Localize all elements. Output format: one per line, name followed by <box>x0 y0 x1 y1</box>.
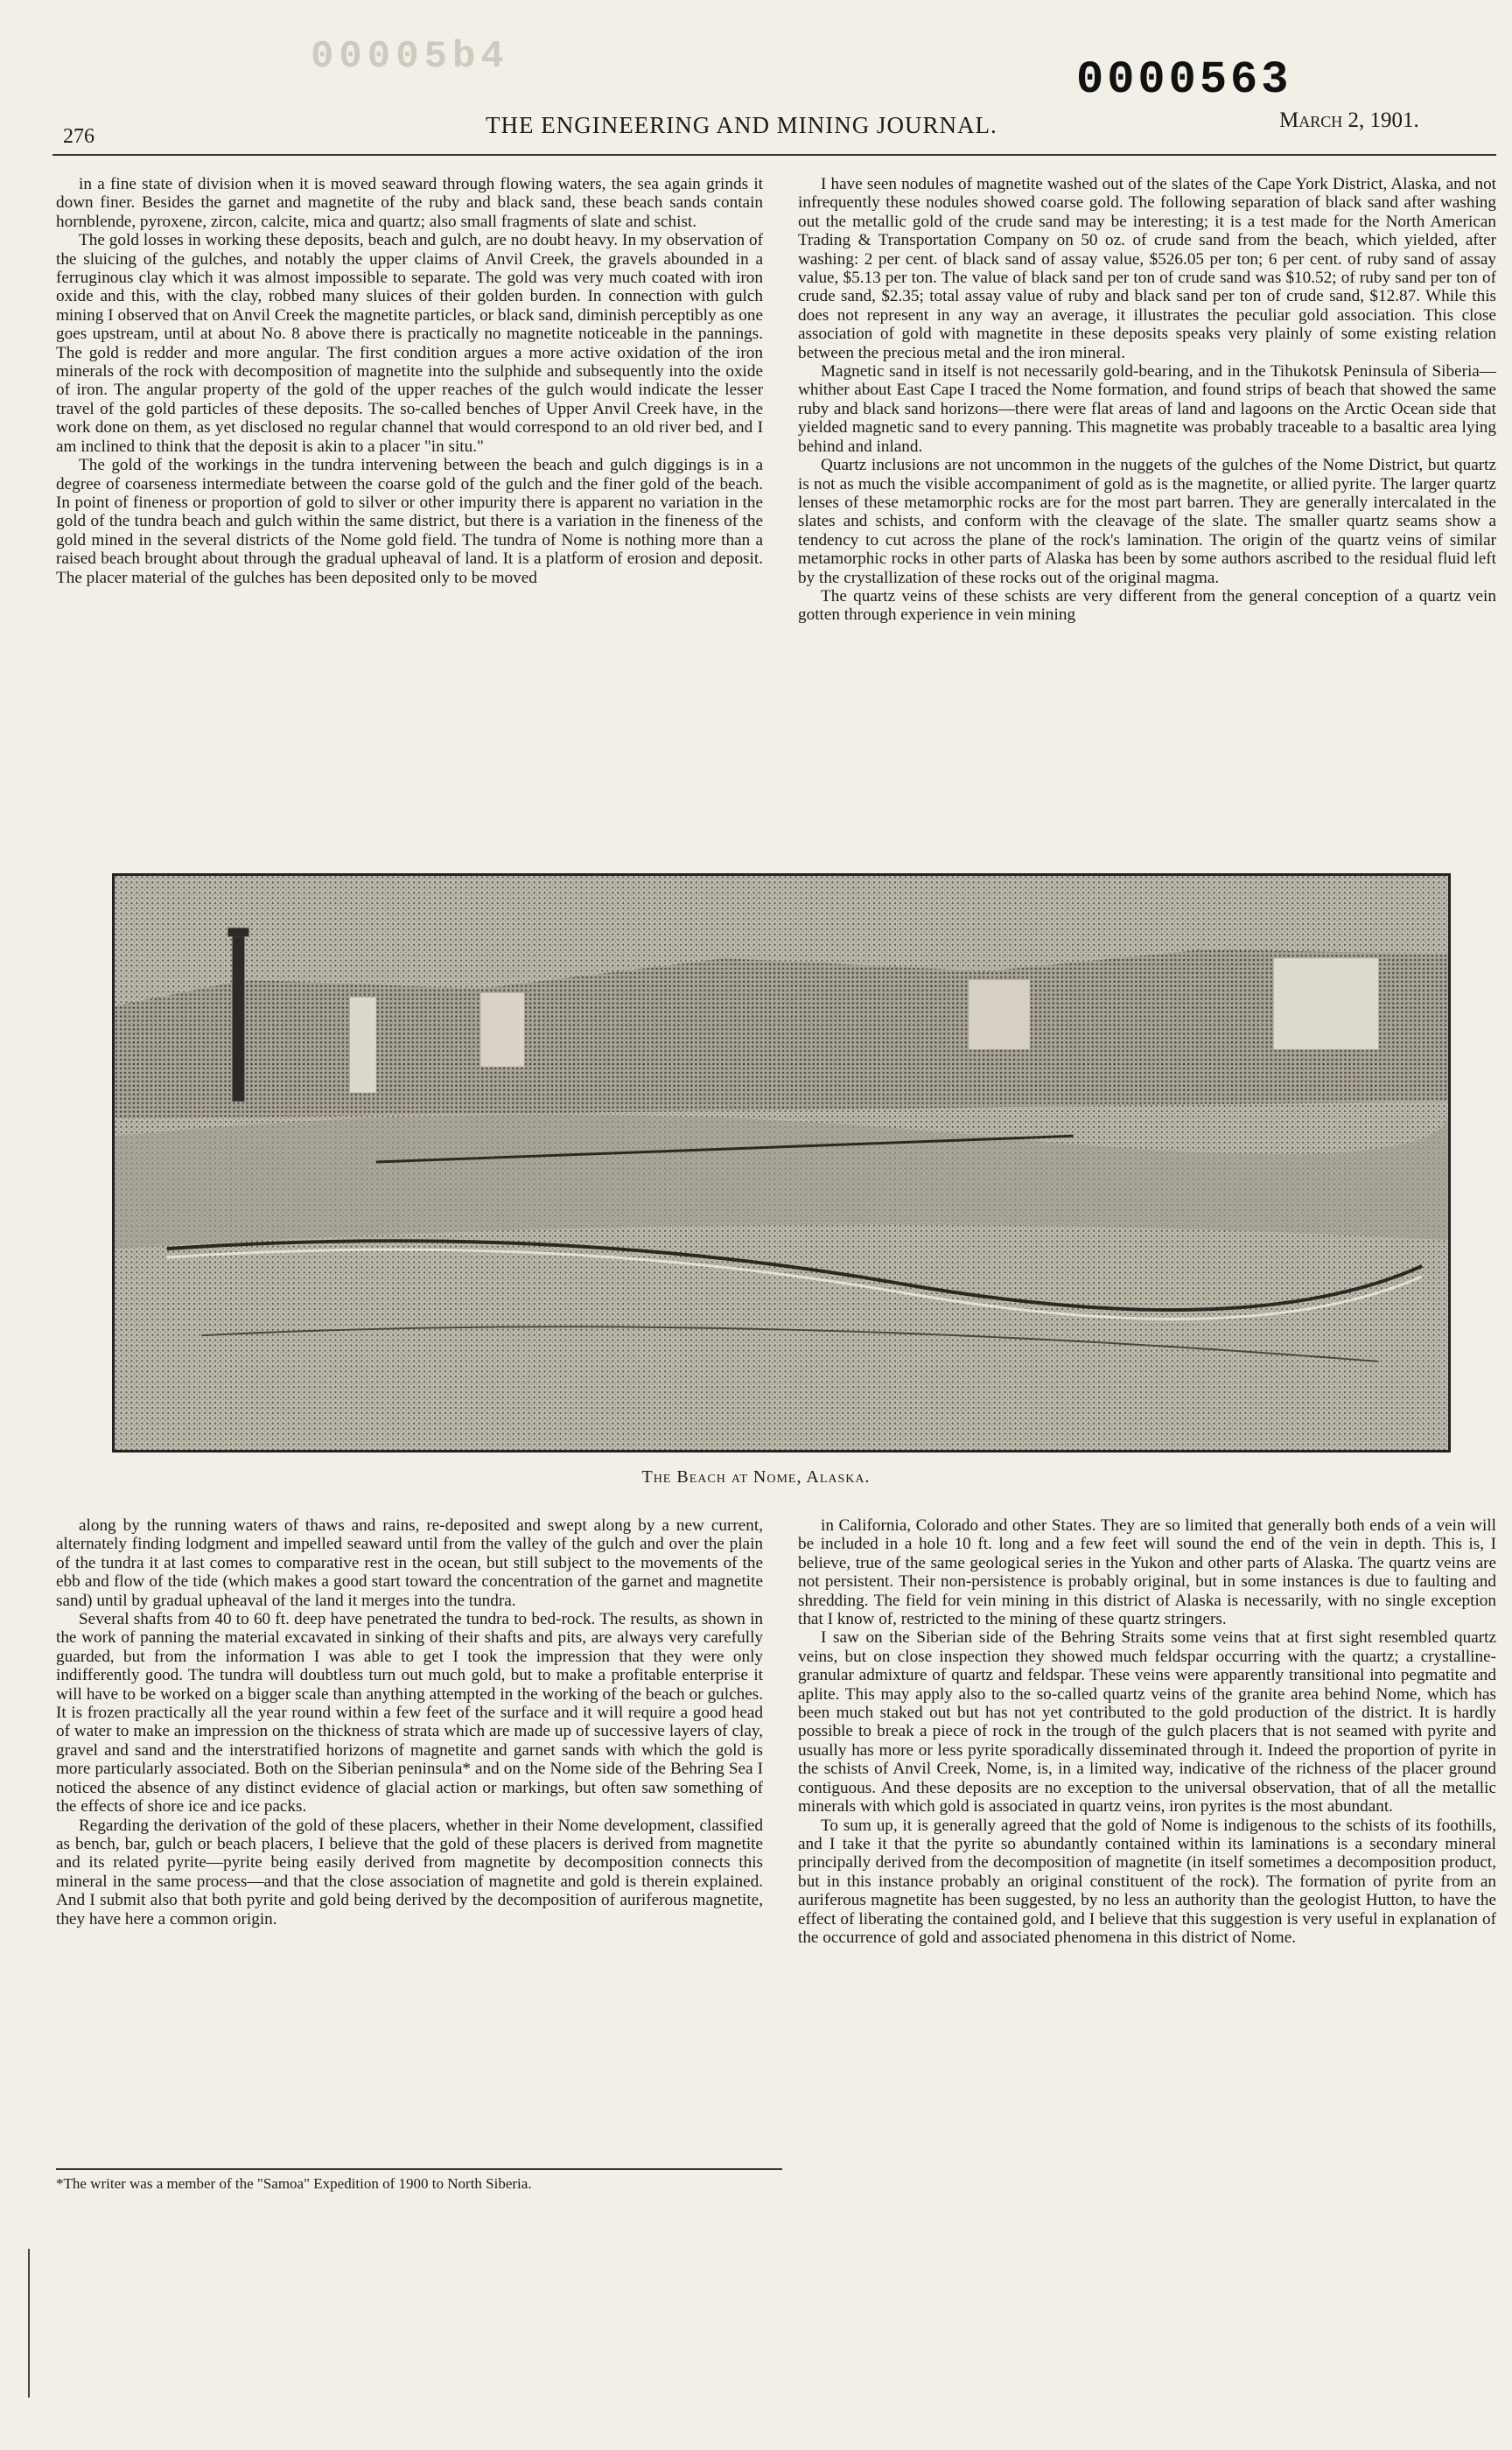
beach-photograph <box>112 873 1451 1452</box>
paragraph: in California, Colorado and other States. They are so limited that generally both ends of a vein will be included in a hole 10 ft. long and a few feet will sound the end of the vein in depth. This is, I believe, true of the same geological series in the Yukon and other parts of Alaska. The quartz veins are not persistent. Their non-persistence is probably original, but in some instances is due to faulting and shredding. The field for vein mining in this district of Alaska is necessarily, with no single exception that I know of, restricted to the mining of these quartz stringers. <box>798 1516 1496 1629</box>
footnote: *The writer was a member of the "Samoa" Expedition of 1900 to North Siberia. <box>56 2175 532 2192</box>
paragraph: I have seen nodules of magnetite washed out of the slates of the Cape York District, Alaska, and not infrequently these nodules showed coarse gold. The following separation of black sand after washing out the metallic gold of the crude sand may be interesting; it is a test made for the North American Trading & Transportation Company on 50 oz. of crude sand from the beach, which yielded, after washing: 2 per cent. of black sand of assay value, $526.05 per ton; 6 per cent. of ruby sand of assay value, $5.13 per ton. The value of black sand per ton of crude sand was $10.52; of ruby sand per ton of crude sand, $2.35; total assay value of ruby and black sand per ton of crude sand, $12.87. While this does not represent in any way an average, it illustrates the peculiar gold association. This close association of gold with magnetite in these deposits speaks very plainly of some existing relation between the precious metal and the iron mineral. <box>798 175 1496 362</box>
journal-title: THE ENGINEERING AND MINING JOURNAL. <box>486 112 998 138</box>
paragraph: The gold losses in working these deposits, beach and gulch, are no doubt heavy. In my observation of the sluicing of the gulches, and notably the upper claims of Anvil Creek, the gravels abounded in a ferruginous clay which it was almost impossible to separate. The gold was very much coated with iron oxide and this, with the clay, robbed many sluices of their golden burden. In connection with gulch mining I observed that on Anvil Creek the magnetite particles, or black sand, diminish perceptibly as one goes upstream, until at about No. 8 above there is practically no magnetite noticeable in the pannings. The gold is redder and more angular. The first condition argues a more active oxidation of the iron minerals of the rock with decomposition of magnetite into the sulphide and subsequently into the oxide of iron. The angular property of the gold of the upper reaches of the gulch would indicate the lesser travel of the gold particles of these deposits. The so-called benches of Upper Anvil Creek have, in the work done on them, as yet disclosed no regular channel that would correspond to an old river bed, and I am inclined to think that the deposit is akin to a placer "in situ." <box>56 231 763 456</box>
faint-stamp: 00005b4 <box>311 35 509 79</box>
paragraph: along by the running waters of thaws and rains, re-deposited and swept along by a new current, alternately finding lodgment and impelled seaward until from the valley of the gulch and over the plain of the tundra it at last comes to comparative rest in the ocean, but still subject to the movements of the ebb and flow of the tide (which makes a good start toward the concentration of the garnet and magnetite sand) until by gradual upheaval of the land it merges into the tundra. <box>56 1516 763 1610</box>
paragraph: To sum up, it is generally agreed that the gold of Nome is indigenous to the schists of its foothills, and I take it that the pyrite so abundantly contained within its laminations is a secondary mineral principally derived from the decomposition of magnetite (in itself sometimes a decomposition product, but in this instance probably an original constituent of the rock). The formation of pyrite from an auriferous magnetite has been suggested, by no less an authority than the geologist Hutton, to have the effect of liberating the contained gold, and I believe that this suggestion is very useful in explanation of the occurrence of gold and associated phenomena in this district of Nome. <box>798 1816 1496 1947</box>
issue-date: March 2, 1901. <box>1279 108 1419 132</box>
column-upper-right <box>798 175 1496 840</box>
column-upper-left <box>56 175 763 840</box>
document-number-stamp: 0000563 <box>1076 54 1292 106</box>
header-rule <box>52 154 1496 156</box>
paragraph: The gold of the workings in the tundra intervening between the beach and gulch diggings is in a degree of coarseness intermediate between the coarse gold of the gulch and the finer gold of the beach. In point of fineness or proportion of gold to silver or other impurity there is apparent no variation in the gold of the tundra beach and gulch within the same district, but there is a variation in the fineness of the gold mined in the several districts of the Nome gold field. The tundra of Nome is nothing more than a raised beach brought about through the gradual upheaval of land. It is a platform of erosion and deposit. The placer material of the gulches has been deposited only to be moved <box>56 456 763 587</box>
paragraph: Several shafts from 40 to 60 ft. deep have penetrated the tundra to bed-rock. The results, as shown in the work of panning the material excavated in sinking of their shafts and pits, are always very carefully guarded, but from the information I was able to get I took the impression that they were only indifferently good. The tundra will doubtless turn out much gold, but to make a profitable enterprise it will have to be worked on a bigger scale than anything attempted in the working of the beach or gulches. It is frozen practically all the year round within a few feet of the surface and it will require a good head of water to make an impression on the thickness of strata which are made up of successive layers of clay, gravel and sand and the interstratified horizons of magnetite and garnet sands with which the gold is more particularly associated. Both on the Siberian peninsula* and on the Nome side of the Behring Sea I noticed the absence of any distinct evidence of glacial action or markings, but often saw something of the effects of shore ice and ice packs. <box>56 1610 763 1816</box>
figure-caption: The Beach at Nome, Alaska. <box>641 1467 871 1487</box>
page-number: 276 <box>63 125 94 148</box>
photo-illustration <box>115 876 1448 1450</box>
paragraph: Quartz inclusions are not uncommon in the nuggets of the gulches of the Nome District, but quartz is not as much the visible accompaniment of gold as is the magnetite, or allied pyrite. The larger quartz lenses of these metamorphic rocks are for the most part barren. They are generally intercalated in the slates and schists, and conform with the cleavage of the slate. The smaller quartz seams show a tendency to cut across the plane of the rock's lamination. The origin of the quartz veins of similar metamorphic rocks in other parts of Alaska has been by some authors ascribed to the residual fluid left by the crystallization of these rocks out of the original magma. <box>798 456 1496 587</box>
paragraph: in a fine state of division when it is moved seaward through flowing waters, the sea again grinds it down finer. Besides the garnet and magnetite of the ruby and black sand, these beach sands contain hornblende, pyroxene, zircon, calcite, mica and quartz; also small fragments of slate and schist. <box>56 175 763 231</box>
footnote-rule <box>56 2168 782 2170</box>
page-edge-mark <box>28 2249 30 2398</box>
column-lower-right <box>798 1516 1496 2208</box>
paragraph: The quartz veins of these schists are very different from the general conception of a quartz vein gotten through experience in vein mining <box>798 586 1496 625</box>
column-lower-left <box>56 1516 763 2168</box>
paragraph: I saw on the Siberian side of the Behring Straits some veins that at first sight resembled quartz veins, but on close inspection they showed much feldspar occurring with the quartz; a crystalline-granular admixture of quartz and feldspar. These veins were apparently transitional into pegmatite and aplite. This may apply also to the so-called quartz veins of the granite area behind Nome, which has been much staked out but has not yet contributed to the gold production of the district. It is hardly possible to break a piece of rock in the trough of the gulch placers that is not seamed with pyrite and usually has more or less pyrite sporadically disseminated through it. Indeed the proportion of pyrite in the schists of Anvil Creek, Nome, is, in a limited way, indicative of the richness of the placer ground contiguous. And these deposits are no exception to the universal observation, that of all the metallic minerals with which gold is associated in quartz veins, iron pyrites is the most abundant. <box>798 1628 1496 1816</box>
paragraph: Regarding the derivation of the gold of these placers, whether in their Nome development, classified as bench, bar, gulch or beach placers, I believe that the gold of these placers is derived from magnetite and its related pyrite—pyrite being easily derived from magnetite by decomposition connects this mineral in the same process—and that the close association of magnetite and gold is therein explained. And I submit also that both pyrite and gold being derived by the decomposition of auriferous magnetite, they have here a common origin. <box>56 1816 763 1928</box>
paragraph: Magnetic sand in itself is not necessarily gold-bearing, and in the Tihukotsk Peninsula of Siberia—whither about East Cape I traced the Nome formation, and found strips of beach that showed the same ruby and black sand horizons—there were flat areas of land and lagoons on the Arctic Ocean side that yielded magnetic sand to every panning. This magnetite was probably traceable to a basaltic area lying behind and inland. <box>798 362 1496 456</box>
